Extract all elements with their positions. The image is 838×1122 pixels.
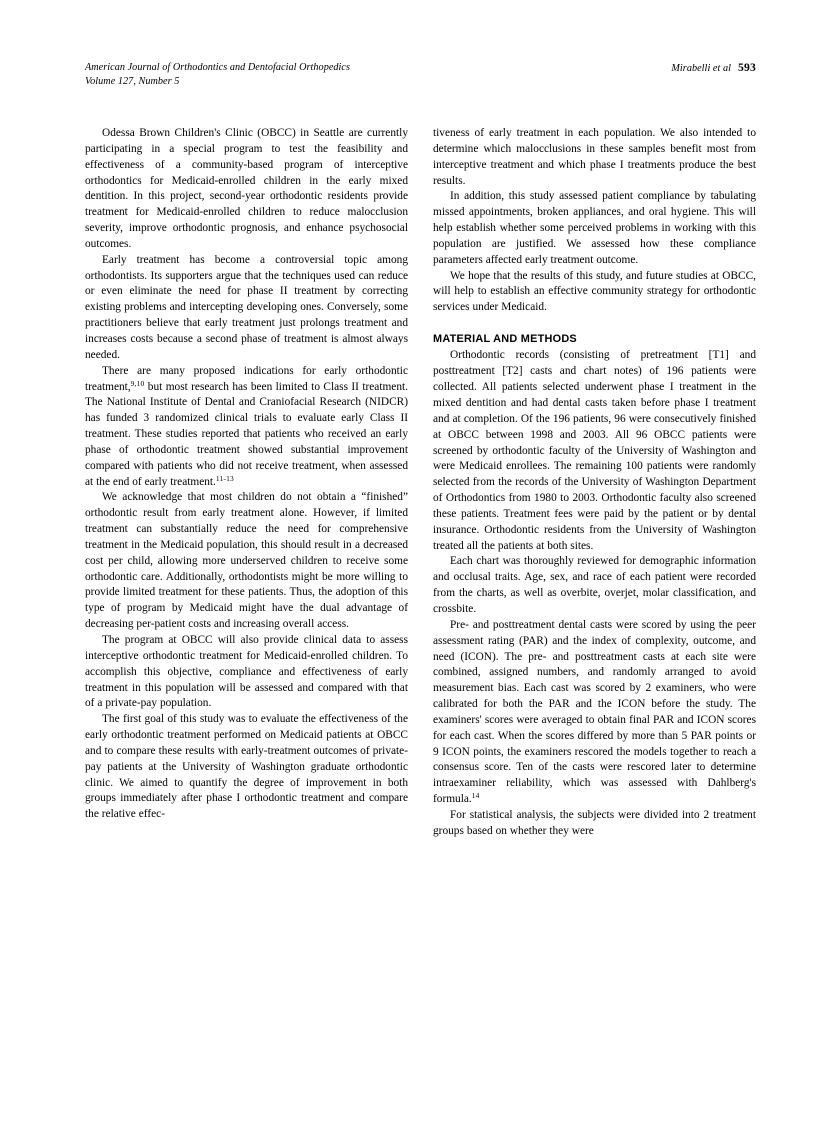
citation-ref-9-10: 9,10 — [130, 378, 145, 388]
body-columns — [85, 126, 756, 1038]
paragraph-statistical-analysis: For statistical analysis, the subjects were divided into 2 treatment groups based on whether they were — [433, 808, 756, 837]
citation-ref-11-13: 11-13 — [215, 473, 234, 483]
paragraph-first-goal: The first goal of this study was to evaluate the effectiveness of the early orthodontic treatment performed on Medicaid patients at OBCC and to compare these results with early-treatment outcomes of private-pay patients at the University of Washington graduate orthodontic clinic. We aimed to quantify the degree of improvement in both groups immediately after phase I orthodontic treatment and compare the relative effec- — [85, 713, 408, 821]
paragraph-we-hope: We hope that the results of this study, and future studies at OBCC, will help to establish an effective community strategy for orthodontic services under Medicaid. — [433, 269, 756, 314]
paragraph-clinical-data: The program at OBCC will also provide clinical data to assess interceptive orthodontic treatment for Medicaid-enrolled children. To accomplish this objective, compliance and effectiveness of early treatment in this population will be assessed and compared with that of a private-pay population. — [85, 634, 408, 710]
right-column — [433, 126, 756, 1038]
section-heading-material-and-methods: MATERIAL AND METHODS — [433, 332, 577, 345]
paragraph-compliance: In addition, this study assessed patient compliance by tabulating missed appointments, broken appliances, and oral hygiene. This will help establish whether some perceived problems in working with this population are justified. We assessed how these compliance parameters affected early treatment outcome. — [433, 190, 756, 266]
running-head-right — [671, 61, 756, 76]
paragraph-par-icon-text: Pre- and posttreatment dental casts were scored by using the peer assessment rating (PAR) and the index of complexity, outcome, and need (ICON). The pre- and posttreatment casts at each site were combined, assigned numbers, and randomly arranged to avoid measurement bias. Each cast was scored by 2 examiners, who were calibrated for both the PAR and the ICON before the study. The examiners' scores were averaged to obtain final PAR and ICON scores for each cast. When the scores differed by more than 5 PAR points or 9 ICON points, the examiners rescored the models together to reach a consensus score. Ten of the casts were rescored later to determine intraexaminer reliability, which was assessed with Dahlberg's formula. — [433, 618, 756, 806]
paragraph-each-chart: Each chart was thoroughly reviewed for demographic information and occlusal traits. Age, sex, and race of each patient were recorded from the charts, as well as overbite, overjet, molar classification, and crossbite. — [433, 555, 756, 615]
heading-spacer-above — [433, 316, 756, 332]
volume-issue: Volume 127, Number 5 — [85, 75, 180, 87]
paragraph-controversy: Early treatment has become a controversial topic among orthodontists. Its supporters argue that the techniques used can reduce or even eliminate the need for phase II treatment by correcting existing problems and intercepting developing ones. Conversely, some practitioners believe that early treatment just prolongs treatment and increases costs because a second phase of treatment is almost always needed. — [85, 253, 408, 361]
authors-running-head: Mirabelli et al — [671, 63, 731, 74]
paragraph-par-icon — [433, 618, 756, 808]
paragraph-indications-text-2: but most research has been limited to Class II treatment. The National Institute of Dental and Craniofacial Research (NIDCR) has funded 3 randomized clinical trials to evaluate early Class II treatment. These studies reported that patients who received an early phase of orthodontic treatment showed substantial improvement compared with patients who did not receive treatment, when assessed at the end of early treatment. — [85, 380, 408, 488]
paragraph-tiveness-continued: tiveness of early treatment in each population. We also intended to determine which malocclusions in these samples benefit most from interceptive treatment and which phase I treatments produce the best results. — [433, 127, 756, 187]
running-head — [85, 61, 756, 95]
paragraph-obcc-program: Odessa Brown Children's Clinic (OBCC) in Seattle are currently participating in a special program to test the feasibility and effectiveness of a community-based program of interceptive orthodontics for Medicaid-enrolled children in the early mixed dentition. In this project, second-year orthodontic residents provide treatment for Medicaid-enrolled children to reduce malocclusion severity, improve orthodontic prognosis, and enhance psychosocial outcomes. — [85, 127, 408, 250]
paragraph-indications-text-1: There are many proposed indications for early orthodontic treatment, — [85, 364, 408, 393]
running-head-left — [85, 61, 350, 88]
citation-ref-14: 14 — [471, 790, 480, 800]
page-number: 593 — [738, 61, 756, 74]
paragraph-indications — [85, 364, 408, 491]
left-column — [85, 126, 408, 1038]
paragraph-orthodontic-records: Orthodontic records (consisting of pretreatment [T1] and posttreatment [T2] casts and chart notes) of 196 patients were collected. All patients selected underwent phase I treatment in the mixed dentition and had dental casts taken before phase I treatment and at completion. Of the 196 patients, 96 were consecutively finished at OBCC between 1998 and 2003. All 96 OBCC patients were screened by orthodontic faculty of the University of Washington and were Medicaid enrollees. The remaining 100 patients were randomly selected from the records of the University of Washington Department of Orthodontics from 1980 to 2003. Orthodontic faculty also screened these patients. Treatment fees were paid by the patient or by dental insurance. Orthodontic residents from the University of Washington treated all the patients at both sites. — [433, 349, 756, 552]
journal-title: American Journal of Orthodontics and Dentofacial Orthopedics — [85, 62, 351, 73]
paragraph-acknowledge: We acknowledge that most children do not obtain a “finished” orthodontic result from early treatment alone. However, if limited treatment can substantially reduce the need for comprehensive treatment in the Medicaid population, this should result in a decreased cost per child, allowing more underserved children to receive some orthodontic care. Additionally, orthodontists might be more willing to provide limited treatment for these patients. Thus, the adoption of this type of program by Medicaid might have the dual advantage of decreasing per-patient costs and increasing overall access. — [85, 491, 408, 631]
